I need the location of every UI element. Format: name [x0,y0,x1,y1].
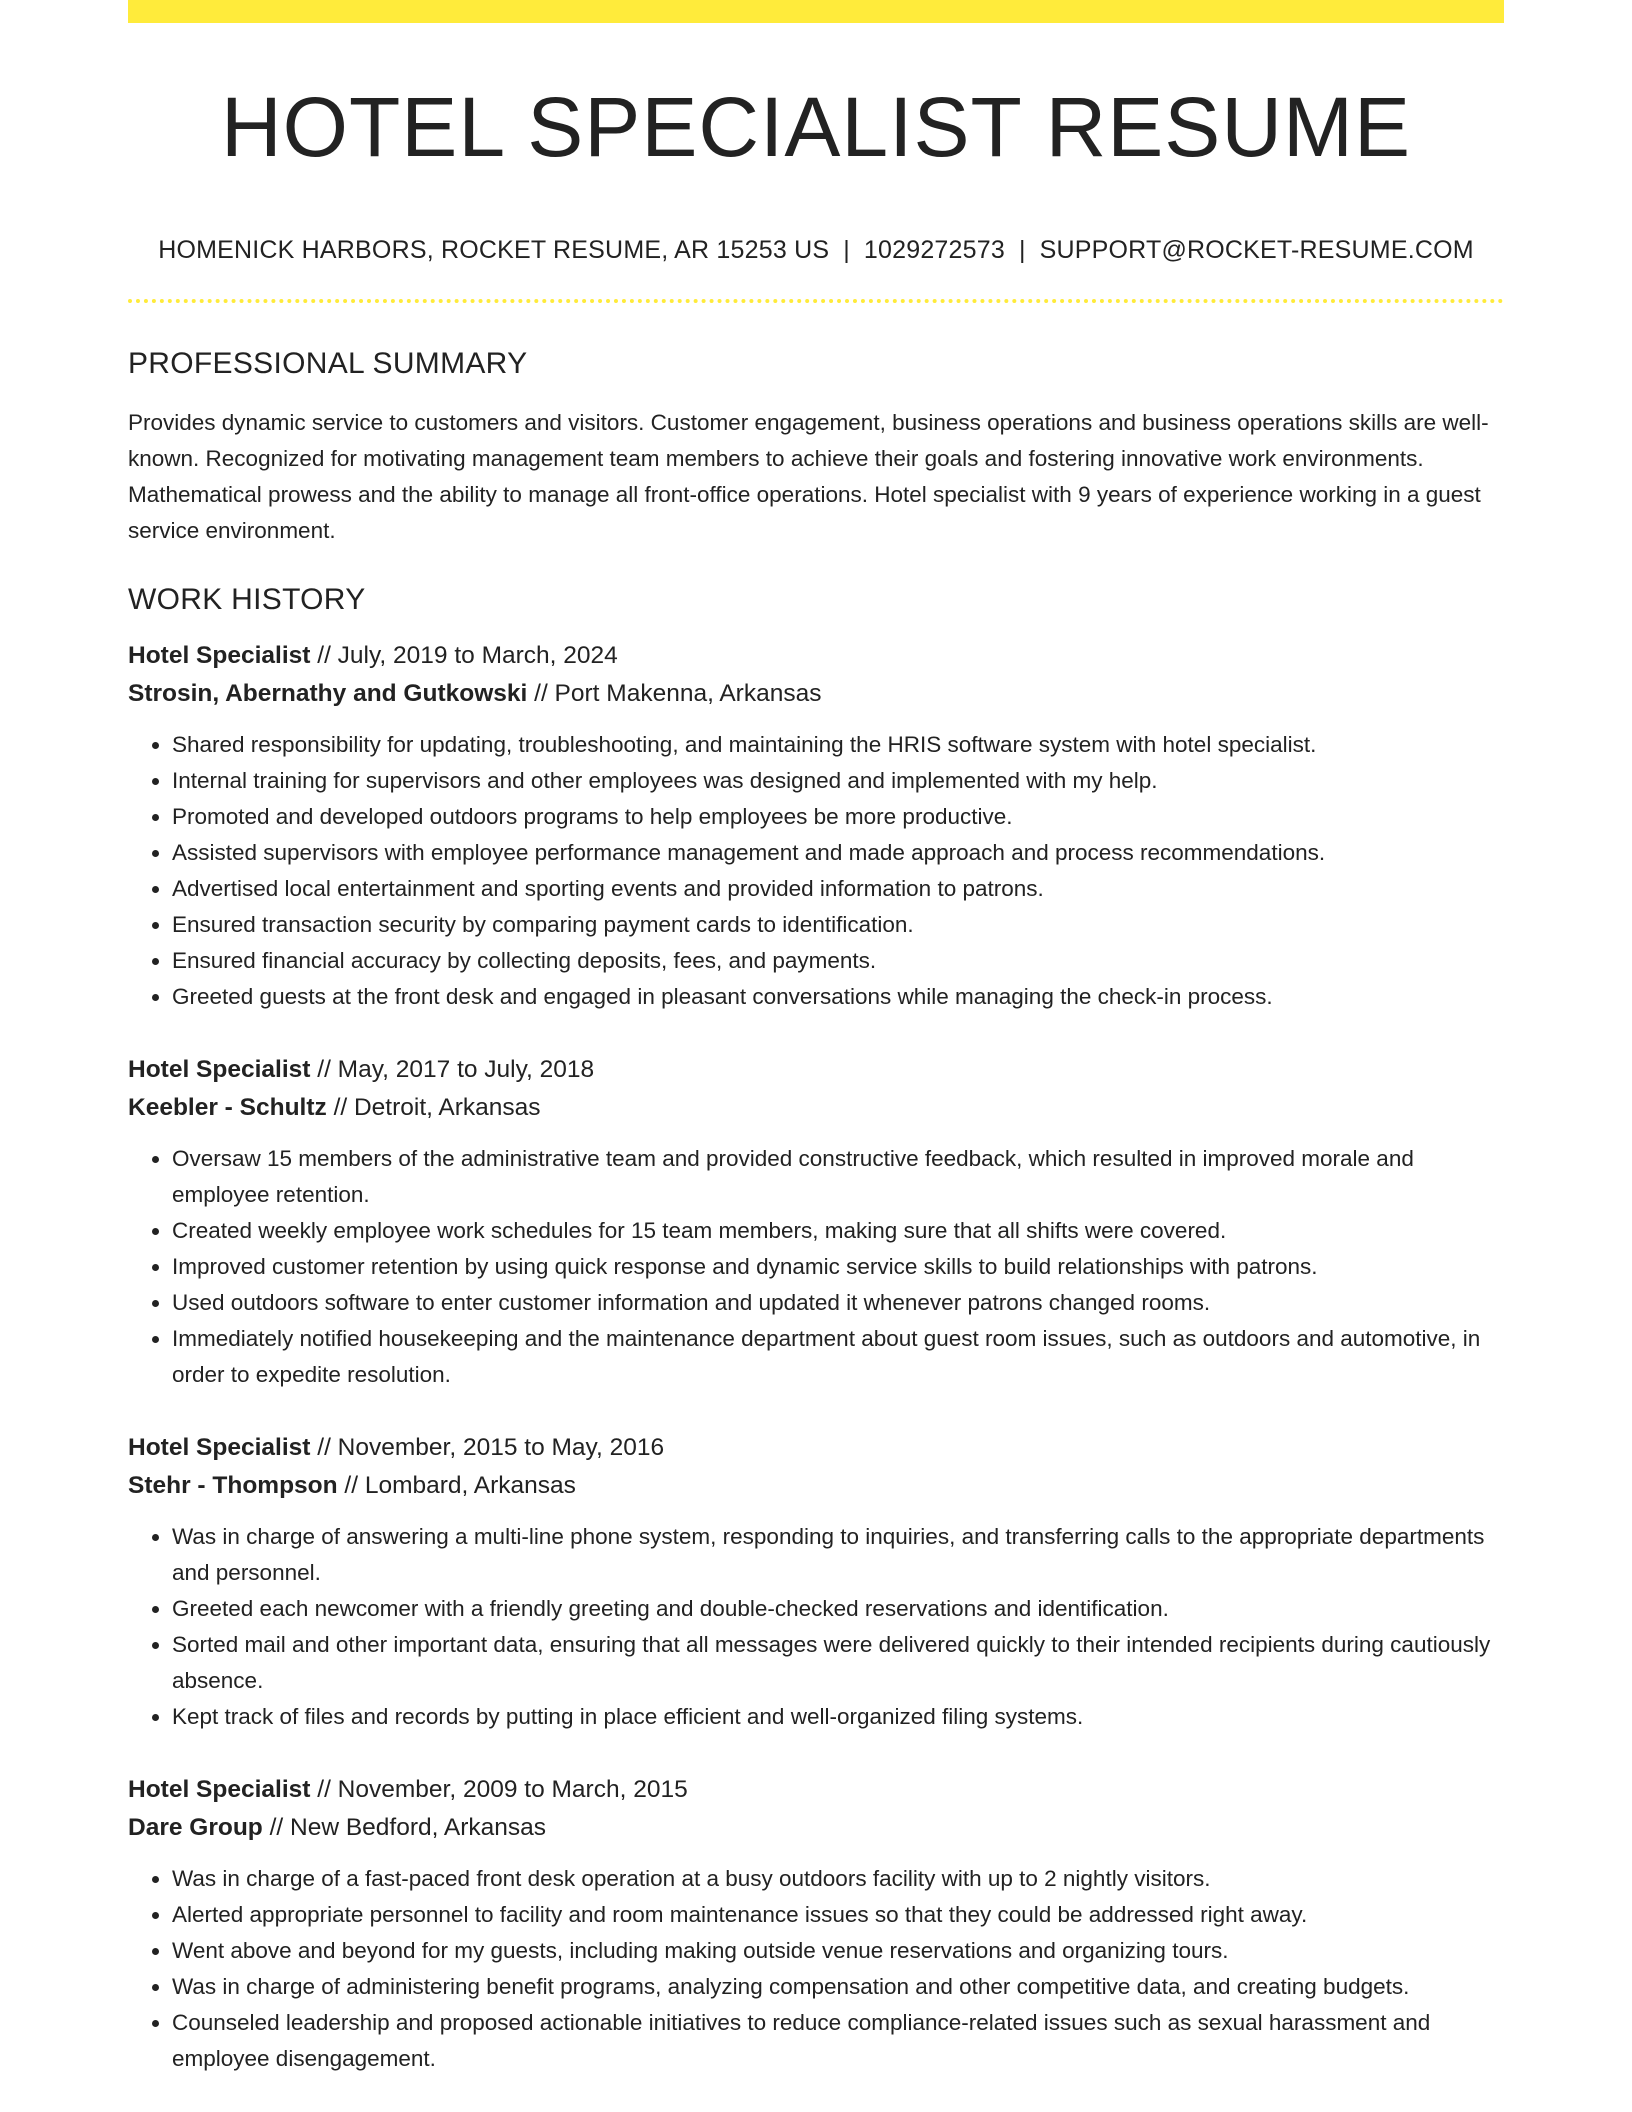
duty-item: • Used outdoors software to enter customer information and updated it whenever patrons changed rooms. [172,1285,1504,1321]
duty-item: • Sorted mail and other important data, ensuring that all messages were delivered quickly to their intended recipients during cautiously absence. [172,1627,1504,1699]
contact-line [128,235,1504,265]
job-company-line [128,1467,1504,1505]
job-entry [128,1051,1504,1393]
contact-separator: | [1018,236,1026,264]
duty-item: • Ensured financial accuracy by collecting deposits, fees, and payments. [172,943,1504,979]
duty-item: • Ensured transaction security by comparing payment cards to identification. [172,907,1504,943]
work-history-heading: WORK HISTORY [128,583,366,616]
job-company-line [128,1089,1504,1127]
contact-address: HOMENICK HARBORS, ROCKET RESUME, AR 15253 US [158,236,830,264]
job-duties-list [128,1861,1504,2077]
duty-item: • Internal training for supervisors and other employees was designed and implemented with my help. [172,763,1504,799]
job-title-line [128,1051,1504,1089]
job-title: Hotel Specialist [128,642,311,669]
job-title: Hotel Specialist [128,1056,311,1083]
job-title: Hotel Specialist [128,1434,311,1461]
contact-separator: | [843,236,850,264]
job-dates: // May, 2017 to July, 2018 [310,1056,595,1083]
accent-top-bar [128,0,1504,23]
job-title: Hotel Specialist [128,1776,311,1803]
job-location: // New Bedford, Arkansas [262,1814,547,1841]
job-title-line [128,1429,1504,1467]
duty-item: • Immediately notified housekeeping and the maintenance department about guest room issues, such as outdoors and automotive, in order to expedite resolution. [172,1321,1504,1393]
duty-item: • Promoted and developed outdoors programs to help employees be more productive. [172,799,1504,835]
job-dates: // November, 2009 to March, 2015 [310,1776,688,1803]
duty-item: • Kept track of files and records by putting in place efficient and well-organized filing systems. [172,1699,1504,1735]
job-dates: // November, 2015 to May, 2016 [310,1434,665,1461]
job-dates: // July, 2019 to March, 2024 [310,642,618,669]
duty-item: • Assisted supervisors with employee performance management and made approach and process recommendations. [172,835,1504,871]
duty-item: • Alerted appropriate personnel to facility and room maintenance issues so that they could be addressed right away. [172,1897,1504,1933]
job-company-line [128,675,1504,713]
duty-item: • Was in charge of a fast-paced front desk operation at a busy outdoors facility with up to 2 nightly visitors. [172,1861,1504,1897]
duty-item: • Advertised local entertainment and sporting events and provided information to patrons. [172,871,1504,907]
job-entry [128,637,1504,1015]
job-title-line [128,637,1504,675]
duty-item: • Counseled leadership and proposed actionable initiatives to reduce compliance-related issues such as sexual harassment and employee disengagement. [172,2005,1504,2077]
duty-item: • Was in charge of answering a multi-line phone system, responding to inquiries, and transferring calls to the appropriate departments and personnel. [172,1519,1504,1591]
job-company: Stehr - Thompson [128,1472,338,1499]
job-company: Keebler - Schultz [128,1094,327,1121]
job-company-line [128,1809,1504,1847]
dotted-divider [128,299,1504,303]
duty-item: • Shared responsibility for updating, troubleshooting, and maintaining the HRIS software system with hotel specialist. [172,727,1504,763]
job-company: Dare Group [128,1814,263,1841]
resume-title: HOTEL SPECIALIST RESUME [221,80,1411,174]
job-location: // Detroit, Arkansas [326,1094,541,1121]
job-location: // Lombard, Arkansas [337,1472,576,1499]
job-company: Strosin, Abernathy and Gutkowski [128,680,528,707]
job-entry [128,1771,1504,2077]
job-entry [128,1429,1504,1735]
contact-phone: 1029272573 [863,236,1005,264]
duty-item: • Went above and beyond for my guests, including making outside venue reservations and organizing tours. [172,1933,1504,1969]
resume-page [128,0,1504,2077]
duty-item: • Improved customer retention by using quick response and dynamic service skills to build relationships with patrons. [172,1249,1504,1285]
contact-email: SUPPORT@ROCKET-RESUME.COM [1039,236,1474,264]
summary-heading: PROFESSIONAL SUMMARY [128,347,528,380]
job-duties-list [128,1141,1504,1393]
duty-item: • Greeted each newcomer with a friendly greeting and double-checked reservations and identification. [172,1591,1504,1627]
duty-item: • Greeted guests at the front desk and engaged in pleasant conversations while managing the check-in process. [172,979,1504,1015]
summary-text: Provides dynamic service to customers and visitors. Customer engagement, business operations and business operations skills are well-known. Recognized for motivating management team members to achieve their goals and fostering innovative work environments. Mathematical prowess and the ability to manage all front-office operations. Hotel specialist with 9 years of experience working in a guest service environment. [128,410,1489,543]
duty-item: • Created weekly employee work schedules for 15 team members, making sure that all shifts were covered. [172,1213,1504,1249]
job-location: // Port Makenna, Arkansas [527,680,822,707]
duty-item: • Oversaw 15 members of the administrative team and provided constructive feedback, which resulted in improved morale and employee retention. [172,1141,1504,1213]
work-history-list [128,637,1504,2077]
job-title-line [128,1771,1504,1809]
duty-item: • Was in charge of administering benefit programs, analyzing compensation and other competitive data, and creating budgets. [172,1969,1504,2005]
job-duties-list [128,727,1504,1015]
job-duties-list [128,1519,1504,1735]
